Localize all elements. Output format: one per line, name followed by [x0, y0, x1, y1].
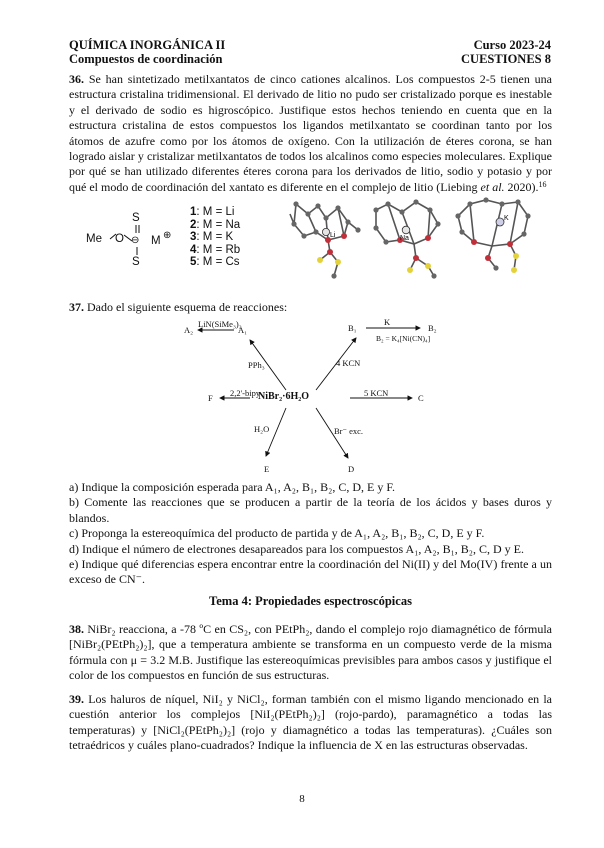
- b2-formula: B₂ = K₄[Ni(CN)₄]: [376, 334, 431, 343]
- compound-item: 3: M = K: [190, 231, 234, 244]
- question-36: [69, 72, 552, 195]
- minus-charge: ⊖: [131, 235, 140, 246]
- header-right: [461, 38, 551, 66]
- question-37-items: [69, 480, 552, 588]
- compound-item: 5: M = Cs: [190, 256, 240, 269]
- question-text: Dado el siguiente esquema de reacciones:: [87, 300, 288, 314]
- question-text: NiBr₂ reacciona, a -78 ºC en CS₂, con PEtPh₂, dando el complejo rojo diamagnético de fórmula [NiBr₂(PEtPh₂)₂], que a temperatura ambiente se transforma en un compuesto verde de la misma fórmula con μ = 3.2 M.B. Justifique las estereoquímicas previsibles para ambos casos y justifique el color de los compuestos en función de sus estructuras.: [69, 622, 553, 683]
- question-number: 36.: [69, 72, 84, 86]
- methyl-label: Me: [86, 233, 102, 245]
- compound-b1: B₁: [348, 323, 357, 333]
- section-heading: Tema 4: Propiedades espectroscópicas: [209, 594, 412, 608]
- crystal-structure-li: [286, 196, 368, 286]
- course-year: Curso 2023-24: [473, 38, 551, 52]
- crystal-structure-na: [368, 196, 450, 286]
- li-label: Li: [330, 232, 336, 239]
- question-37-intro: [69, 300, 552, 315]
- crystal-structure-k: [452, 196, 534, 286]
- metal-label: M: [151, 235, 161, 247]
- question-39: [69, 692, 552, 754]
- compound-a1: A₁: [238, 325, 248, 335]
- reagent-b2: K: [384, 317, 391, 327]
- na-label: Na: [400, 235, 409, 242]
- reagent-c: 5 KCN: [364, 388, 389, 398]
- question-text: Los haluros de níquel, NiI₂ y NiCl₂, forman también con el mismo ligando mencionado en la cuestión anterior los complejos [NiI₂(PEtPh₂)₂] (rojo-pardo), paramagnético a todas las temperaturas) y [NiCl₂(PEtPh₂)₂] (rojo y diamagnético a todas las temperaturas). ¿Cuáles son tetraédricos y cuáles plano-cuadrados? Indique la influencia de X en las estructuras observadas.: [69, 692, 552, 753]
- question-text: Se han sintetizado metilxantatos de cinco cationes alcalinos. Los compuestos 2-5 tienen una estructura cristalina tridimensional. El derivado de litio no pudo ser cristalizado porque es inestable y el derivado de sodio es higroscópico. Justifique estos hechos teniendo en cuenta que en la estructura cristalina de estos compuestos los ligandos metilxantato se coordinan tanto por los átomos de azufre como por los átomos de oxígeno. Con la utilización de éteres corona, se han logrado aislar y cristalizar metilxantatos de todos los alcalinos como especies moleculares. Explique por qué se han utilizado diferentes éteres corona para los derivados de litio, sodio y potasio y por qué el modo de coordinación del xantato es diferente en el complejo de litio (Liebing: [69, 72, 553, 194]
- reagent-a2: LiN(SiMe₃)₂: [198, 319, 242, 329]
- question-item: a) Indique la composición esperada para A₁, A₂, B₁, B₂, C, D, E y F.: [69, 480, 396, 494]
- page-number: 8: [299, 793, 305, 805]
- compound-b2: B₂: [428, 323, 437, 333]
- question-item: b) Comente las reacciones que se producen a partir de la teoría de los ácidos y bases duros y blandos.: [69, 495, 553, 525]
- header-left: [69, 38, 225, 66]
- citation-year: 2020).: [507, 179, 539, 194]
- compound-list: [190, 206, 240, 269]
- reagent-b1: 4 KCN: [336, 358, 361, 368]
- course-subtitle: Compuestos de coordinación: [69, 52, 223, 66]
- sulfur-bottom: S: [132, 256, 140, 268]
- reagent-f: 2,2'-bipy: [230, 388, 261, 398]
- compound-c: C: [418, 393, 424, 403]
- starting-material: NiBr₂·6H₂O: [258, 391, 309, 402]
- k-label: K: [504, 215, 509, 222]
- question-item: d) Indique el número de electrones desapareados para los compuestos A₁, A₂, B₁, B₂, C, D y E.: [69, 541, 524, 556]
- reagent-e: H₂O: [254, 424, 270, 434]
- oxygen-label: O: [115, 233, 124, 245]
- citation-ref: 16: [538, 179, 547, 189]
- compound-item: 1: M = Li: [190, 206, 235, 218]
- reagent-d: Br⁻ exc.: [334, 426, 364, 436]
- question-item: e) Indique qué diferencias espera encontrar entre la coordinación del Ni(II) y del Mo(IV) frente a un exceso de CN⁻.: [69, 557, 552, 587]
- compound-a2: A₂: [184, 325, 194, 335]
- question-item: c) Proponga la estereoquímica del producto de partida y de A₁, A₂, B₁, B₂, C, D, E y F.: [69, 526, 485, 541]
- course-title: QUÍMICA INORGÁNICA II: [69, 38, 226, 52]
- sulfur-top: S: [132, 212, 140, 224]
- question-number: 37.: [69, 300, 84, 314]
- reagent-a1: PPh₃: [248, 360, 265, 370]
- question-number: 38.: [69, 622, 84, 636]
- question-38: [69, 622, 552, 684]
- reaction-scheme: [150, 318, 460, 478]
- compound-d: D: [348, 464, 355, 474]
- compound-item: 4: M = Rb: [190, 243, 241, 256]
- xanthate-structure: [84, 208, 284, 280]
- section-title: CUESTIONES 8: [461, 52, 551, 66]
- question-number: 39.: [69, 692, 84, 706]
- citation-etal: et al.: [480, 179, 505, 194]
- compound-f: F: [208, 393, 213, 403]
- compound-e: E: [264, 464, 270, 474]
- compound-item: 2: M = Na: [190, 218, 241, 231]
- plus-charge: ⊕: [163, 230, 172, 241]
